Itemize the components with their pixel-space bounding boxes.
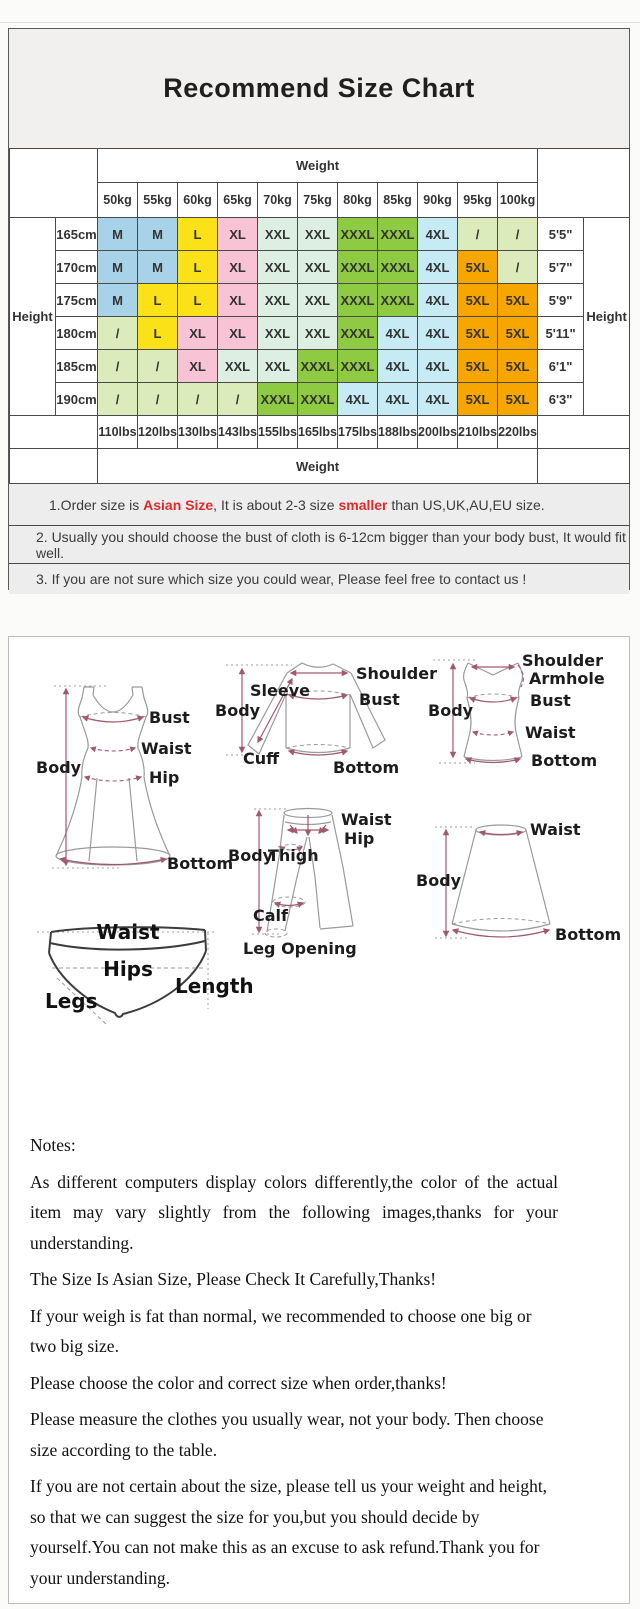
vest-shoulder-label: Shoulder: [522, 651, 603, 670]
size-cell: M: [138, 251, 178, 284]
height-cm-cell: 175cm: [56, 284, 98, 317]
size-cell: L: [138, 284, 178, 317]
size-cell: 4XL: [418, 383, 458, 416]
size-chart-notes: [9, 484, 629, 594]
height-cm-cell: 185cm: [56, 350, 98, 383]
size-note-2: [9, 525, 629, 563]
note-paragraph: The Size Is Asian Size, Please Check It Carefully,Thanks!: [30, 1269, 437, 1289]
size-cell: L: [178, 284, 218, 317]
notes-heading: Notes:: [30, 1135, 76, 1155]
skirt-bottom-label: Bottom: [555, 925, 622, 944]
weight-lbs-cell: 130lbs: [178, 416, 218, 449]
size-cell: 5XL: [498, 350, 538, 383]
weight-kg-cell: 50kg: [98, 183, 138, 218]
weight-kg-cell: 75kg: [298, 183, 338, 218]
briefs-waist-label: Waist: [96, 920, 160, 944]
vest-diagram: [428, 651, 605, 770]
corner-cell: [10, 416, 98, 449]
weight-kg-cell: 90kg: [418, 183, 458, 218]
weight-kg-cell: 60kg: [178, 183, 218, 218]
shirt-shoulder-label: Shoulder: [356, 664, 437, 683]
size-note-3-text: 3. If you are not sure which size you could wear, Please feel free to contact us !: [36, 571, 527, 587]
vest-bust-label: Bust: [530, 691, 571, 710]
size-chart-title: Recommend Size Chart: [163, 73, 475, 103]
size-cell: L: [178, 251, 218, 284]
pants-body-label: Body: [228, 846, 274, 865]
pants-waist-label: Waist: [341, 810, 392, 829]
briefs-legs-label: Legs: [45, 989, 98, 1013]
size-cell: 4XL: [418, 251, 458, 284]
size-cell: XXXL: [338, 350, 378, 383]
note-paragraph: If you are not certain about the size, please tell us your weight and height, so that we can suggest the size for you,but you should decide by yourself.You can not make this as an excuse to ask refund.Thank you for your understanding.: [30, 1476, 548, 1588]
size-note-2-text: 2. Usually you should choose the bust of cloth is 6-12cm bigger than your body bust, It would fit well.: [36, 528, 626, 561]
size-cell: XL: [178, 350, 218, 383]
size-cell: 5XL: [458, 251, 498, 284]
weight-lbs-cell: 175lbs: [338, 416, 378, 449]
briefs-hips-label: Hips: [103, 957, 153, 981]
corner-cell: [538, 449, 630, 484]
height-label-left: Height: [10, 218, 56, 416]
note-paragraph: If your weigh is fat than normal, we recommended to choose one big or two big size.: [30, 1305, 532, 1356]
weight-kg-cell: 100kg: [498, 183, 538, 218]
dress-hip-label: Hip: [149, 768, 180, 787]
weight-kg-cell: 80kg: [338, 183, 378, 218]
height-ft-cell: 6'3": [538, 383, 584, 416]
weight-kg-cell: 85kg: [378, 183, 418, 218]
size-cell: XXL: [258, 251, 298, 284]
size-cell: XL: [218, 284, 258, 317]
asian-size-highlight: Asian Size: [143, 496, 214, 513]
weight-kg-cell: 70kg: [258, 183, 298, 218]
size-cell: 4XL: [418, 317, 458, 350]
size-cell: L: [138, 317, 178, 350]
size-cell: XL: [178, 317, 218, 350]
vest-waist-label: Waist: [525, 723, 576, 742]
weight-lbs-cell: 143lbs: [218, 416, 258, 449]
briefs-diagram: [37, 920, 254, 1025]
size-cell: 4XL: [418, 350, 458, 383]
size-cell: XXL: [258, 317, 298, 350]
size-cell: 5XL: [498, 317, 538, 350]
height-ft-cell: 5'5": [538, 218, 584, 251]
pants-calf-label: Calf: [253, 906, 288, 925]
smaller-highlight: smaller: [338, 496, 388, 513]
corner-cell: [10, 449, 98, 484]
size-cell: XXL: [258, 284, 298, 317]
shirt-sleeve-label: Sleeve: [250, 681, 310, 700]
size-cell: XXL: [298, 317, 338, 350]
size-cell: /: [138, 350, 178, 383]
size-cell: XXXL: [338, 317, 378, 350]
size-cell: 5XL: [458, 284, 498, 317]
size-cell: XXL: [258, 218, 298, 251]
size-cell: M: [98, 284, 138, 317]
vest-body-label: Body: [428, 701, 474, 720]
shirt-body-label: Body: [215, 701, 261, 720]
size-cell: XXXL: [258, 383, 298, 416]
weight-lbs-cell: 200lbs: [418, 416, 458, 449]
skirt-waist-label: Waist: [530, 820, 581, 839]
size-cell: 4XL: [418, 284, 458, 317]
size-cell: XXXL: [338, 284, 378, 317]
weight-lbs-cell: 110lbs: [98, 416, 138, 449]
measurement-diagrams: [9, 637, 629, 1077]
weight-lbs-cell: 155lbs: [258, 416, 298, 449]
size-cell: 5XL: [498, 284, 538, 317]
size-cell: XL: [218, 251, 258, 284]
size-cell: 4XL: [378, 317, 418, 350]
weight-header-top: Weight: [98, 149, 538, 183]
size-cell: XXL: [258, 350, 298, 383]
size-cell: /: [458, 218, 498, 251]
weight-kg-cell: 65kg: [218, 183, 258, 218]
size-cell: XXXL: [298, 383, 338, 416]
size-cell: /: [98, 383, 138, 416]
size-cell: 5XL: [458, 383, 498, 416]
height-ft-cell: 5'9": [538, 284, 584, 317]
weight-kg-cell: 55kg: [138, 183, 178, 218]
size-cell: XXL: [298, 251, 338, 284]
dress-waist-label: Waist: [141, 739, 192, 758]
note-paragraph: Please measure the clothes you usually wear, not your body. Then choose size according to the table.: [30, 1409, 544, 1460]
height-ft-cell: 5'11": [538, 317, 584, 350]
corner-cell: [538, 416, 630, 449]
size-note-1-text: 1.Order size is Asian Size, It is about 2-3 size smaller than US,UK,AU,EU size.: [49, 496, 545, 513]
size-chart-title-box: [9, 29, 629, 148]
corner-cell: [10, 149, 98, 218]
shirt-bust-label: Bust: [359, 690, 400, 709]
note-paragraph: Please choose the color and correct size when order,thanks!: [30, 1372, 447, 1393]
size-cell: /: [98, 350, 138, 383]
dress-body-label: Body: [36, 758, 82, 777]
size-cell: 5XL: [458, 350, 498, 383]
skirt-body-label: Body: [416, 871, 462, 890]
size-cell: XXL: [218, 350, 258, 383]
size-cell: 5XL: [498, 383, 538, 416]
height-ft-cell: 5'7": [538, 251, 584, 284]
height-cm-cell: 165cm: [56, 218, 98, 251]
size-chart-panel: [8, 28, 630, 590]
vest-armhole-label: Armhole: [529, 669, 605, 688]
size-cell: 4XL: [378, 350, 418, 383]
weight-lbs-cell: 120lbs: [138, 416, 178, 449]
shirt-cuff-label: Cuff: [243, 749, 280, 768]
weight-header-bottom: Weight: [98, 449, 538, 484]
dress-bust-label: Bust: [149, 708, 190, 727]
weight-lbs-cell: 220lbs: [498, 416, 538, 449]
pants-hip-label: Hip: [344, 829, 375, 848]
size-cell: L: [178, 218, 218, 251]
measurement-panel: [8, 636, 630, 1604]
vest-bottom-label: Bottom: [531, 751, 598, 770]
size-cell: XXL: [298, 284, 338, 317]
size-cell: 5XL: [458, 317, 498, 350]
size-cell: XXL: [298, 218, 338, 251]
size-cell: XL: [218, 218, 258, 251]
height-cm-cell: 180cm: [56, 317, 98, 350]
size-cell: /: [498, 251, 538, 284]
top-divider-line: [0, 22, 640, 23]
weight-lbs-cell: 188lbs: [378, 416, 418, 449]
size-cell: XXXL: [378, 251, 418, 284]
shirt-diagram: [215, 663, 437, 777]
size-cell: 4XL: [338, 383, 378, 416]
notes-section: [30, 1130, 558, 1599]
weight-lbs-cell: 210lbs: [458, 416, 498, 449]
size-cell: XXXL: [298, 350, 338, 383]
height-ft-cell: 6'1": [538, 350, 584, 383]
corner-cell: [538, 149, 630, 218]
pants-diagram: [228, 809, 392, 959]
size-cell: 4XL: [418, 218, 458, 251]
size-cell: M: [138, 218, 178, 251]
skirt-diagram: [416, 820, 621, 944]
briefs-length-label: Length: [175, 974, 254, 998]
size-cell: XXXL: [378, 284, 418, 317]
height-label-right: Height: [584, 218, 630, 416]
weight-kg-cell: 95kg: [458, 183, 498, 218]
size-cell: 4XL: [378, 383, 418, 416]
shirt-bottom-label: Bottom: [333, 758, 400, 777]
size-cell: XL: [218, 317, 258, 350]
size-note-1: [9, 484, 629, 525]
size-cell: XXXL: [338, 218, 378, 251]
size-cell: M: [98, 251, 138, 284]
size-cell: XXXL: [338, 251, 378, 284]
size-cell: /: [138, 383, 178, 416]
size-cell: M: [98, 218, 138, 251]
pants-thigh-label: Thigh: [268, 846, 319, 865]
size-note-3: [9, 563, 629, 594]
height-cm-cell: 170cm: [56, 251, 98, 284]
size-cell: /: [178, 383, 218, 416]
dress-diagram: [36, 686, 233, 873]
weight-lbs-cell: 165lbs: [298, 416, 338, 449]
size-cell: /: [498, 218, 538, 251]
size-cell: XXXL: [378, 218, 418, 251]
size-table: [9, 148, 630, 484]
note-paragraph: As different computers display colors differently,the color of the actual item may vary slightly from the following images,thanks for your understanding.: [30, 1171, 558, 1253]
height-cm-cell: 190cm: [56, 383, 98, 416]
dress-bottom-label: Bottom: [167, 854, 234, 873]
pants-leg-opening-label: Leg Opening: [243, 939, 357, 958]
size-cell: /: [98, 317, 138, 350]
size-cell: /: [218, 383, 258, 416]
